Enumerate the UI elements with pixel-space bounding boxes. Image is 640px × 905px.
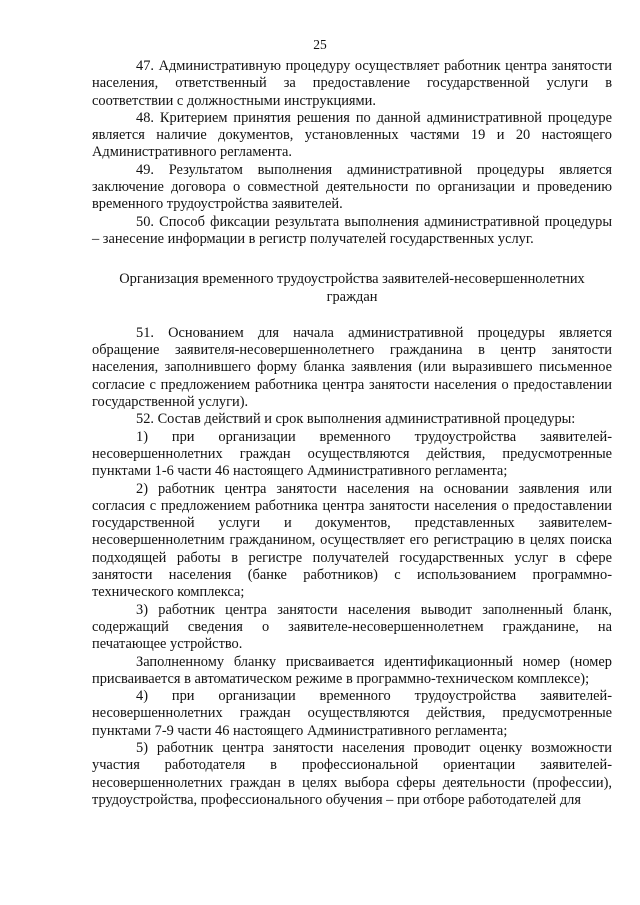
paragraph-50: 50. Способ фиксации результата выполнения административной процедуры – занесение информации в регистр получателей государственных услуг. (92, 213, 612, 247)
paragraph-48: 48. Критерием принятия решения по данной административной процедуре является наличие документов, установленных частями 19 и 20 настоящего Административного регламента. (92, 109, 612, 161)
paragraph-51: 51. Основанием для начала административной процедуры является обращение заявителя-несовершеннолетнего гражданина в центр занятости населения, заполнившего форму бланка заявления (или выразившего письменное согласие с предложением работника центра занятости населения о предоставлении государственной услуги). (92, 324, 612, 411)
section-title: Организация временного трудоустройства заявителей-несовершеннолетних граждан (119, 271, 585, 305)
list-item-4: 4) при организации временного трудоустройства заявителей-несовершеннолетних граждан осуществляются действия, предусмотренные пунктами 7-9 части 46 настоящего Административного регламента; (92, 688, 612, 739)
list-item-3-note: Заполненному бланку присваивается идентификационный номер (номер присваивается в автоматическом режиме в программно-техническом комплексе); (92, 653, 612, 687)
page-number: 25 (313, 37, 327, 52)
document-body (92, 58, 612, 809)
list-item-5: 5) работник центра занятости населения проводит оценку возможности участия работодателя в профессиональной ориентации заявителей-несовершеннолетних граждан в целях выбора сферы деятельности (профессии), трудоустройства, профессионального обучения – при отборе работодателей для (92, 739, 612, 808)
list-item-2: 2) работник центра занятости населения на основании заявления или согласия с предложением работника центра занятости населения о предоставлении государственной услуги и документов, представленных заявителем-несовершеннолетним гражданином, осуществляет его регистрацию в целях поиска подходящей работы в регистре получателей государственных услуг в сфере занятости населения (банке работников) с использованием программно-технического комплекса; (92, 480, 612, 601)
paragraph-47: 47. Административную процедуру осуществляет работник центра занятости населения, ответственный за предоставление государственной услуги в соответствии с должностными инструкциями. (92, 58, 612, 109)
list-item-1: 1) при организации временного трудоустройства заявителей-несовершеннолетних граждан осуществляются действия, предусмотренные пунктами 1-6 части 46 настоящего Административного регламента; (92, 428, 612, 480)
list-item-3: 3) работник центра занятости населения выводит заполненный бланк, содержащий сведения о заявителе-несовершеннолетнем гражданине, на печатающее устройство. (92, 601, 612, 653)
paragraph-49: 49. Результатом выполнения административной процедуры является заключение договора о совместной деятельности по организации и проведению временного трудоустройства заявителей. (92, 161, 612, 213)
paragraph-52: 52. Состав действий и срок выполнения административной процедуры: (136, 411, 576, 428)
